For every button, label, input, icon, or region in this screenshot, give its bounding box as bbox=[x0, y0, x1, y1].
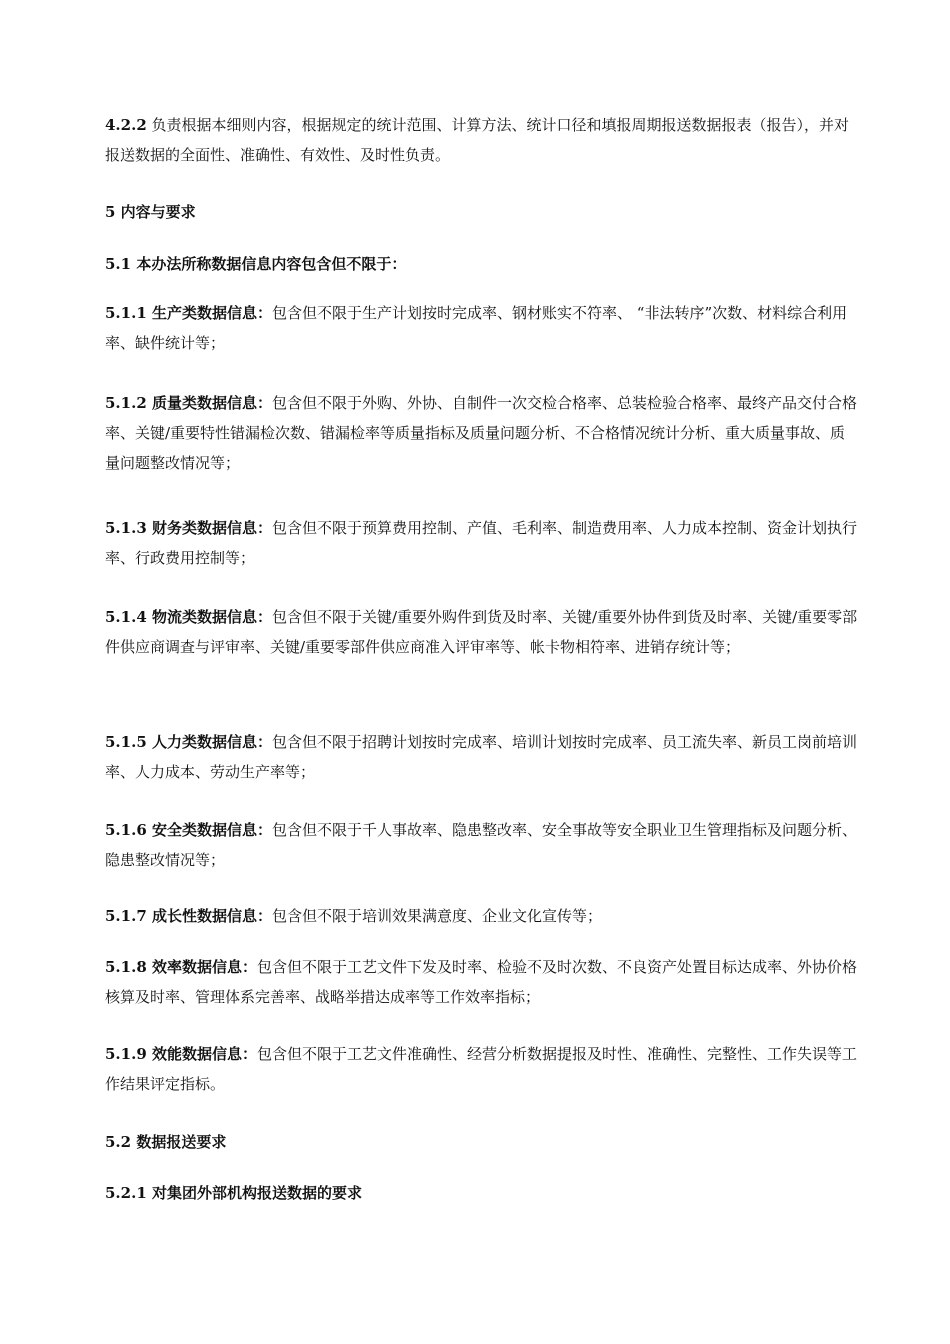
section-title: 效率数据信息： bbox=[146, 958, 257, 976]
section-title: 本办法所称数据信息内容包含但不限于： bbox=[131, 255, 407, 273]
section-number: 5.1.6 bbox=[105, 821, 147, 839]
paragraph-text: 包含但不限于工艺文件下发及时率、检验不及时次数、不良资产处置目标达成率、外协价格核算及时率、管理体系完善率、战略举措达成率等工作效率指标； bbox=[105, 958, 858, 1006]
section-title: 对集团外部机构报送数据的要求 bbox=[146, 1184, 362, 1202]
heading-5-2-1 bbox=[105, 1178, 860, 1208]
paragraph-text: 包含但不限于工艺文件准确性、经营分析数据提报及时性、准确性、完整性、工作失误等工作结果评定指标。 bbox=[105, 1045, 858, 1093]
section-number: 5.2.1 bbox=[105, 1184, 147, 1202]
section-number: 5.1.4 bbox=[105, 608, 147, 626]
paragraph-5-1-7 bbox=[105, 901, 860, 931]
paragraph-text: 负责根据本细则内容，根据规定的统计范围、计算方法、统计口径和填报周期报送数据报表（报告），并对报送数据的全面性、准确性、有效性、及时性负责。 bbox=[105, 116, 850, 164]
paragraph-5-1-9 bbox=[105, 1039, 860, 1099]
heading-5 bbox=[105, 197, 860, 227]
section-title: 安全类数据信息： bbox=[146, 821, 272, 839]
section-number: 5.1.1 bbox=[105, 304, 147, 322]
section-number: 5.1.7 bbox=[105, 907, 147, 925]
section-number: 5.1 bbox=[105, 255, 132, 273]
section-title: 成长性数据信息： bbox=[146, 907, 272, 925]
section-number: 5.2 bbox=[105, 1133, 132, 1151]
section-title: 人力类数据信息： bbox=[146, 733, 272, 751]
section-number: 5.1.5 bbox=[105, 733, 147, 751]
section-title: 数据报送要求 bbox=[131, 1133, 227, 1151]
paragraph-5-1-1 bbox=[105, 298, 860, 358]
paragraph-text: 包含但不限于预算费用控制、产值、毛利率、制造费用率、人力成本控制、资金计划执行率、行政费用控制等； bbox=[105, 519, 858, 567]
section-title: 物流类数据信息： bbox=[146, 608, 272, 626]
paragraph-text: 包含但不限于关键/重要外购件到货及时率、关键/重要外协件到货及时率、关键/重要零部件供应商调查与评审率、关键/重要零部件供应商准入评审率等、帐卡物相符率、进销存统计等； bbox=[105, 608, 858, 656]
section-number: 4.2.2 bbox=[105, 116, 147, 134]
paragraph-5-1-2 bbox=[105, 388, 860, 478]
section-number: 5.1.8 bbox=[105, 958, 147, 976]
section-title: 生产类数据信息： bbox=[146, 304, 272, 322]
paragraph-5-1-5 bbox=[105, 727, 860, 787]
paragraph-text: 包含但不限于外购、外协、自制件一次交检合格率、总装检验合格率、最终产品交付合格率、关键/重要特性错漏检次数、错漏检率等质量指标及质量问题分析、不合格情况统计分析、重大质量事故、质量问题整改情况等； bbox=[105, 394, 858, 472]
heading-5-2 bbox=[105, 1127, 860, 1157]
paragraph-5-1-3 bbox=[105, 513, 860, 573]
section-number: 5.1.2 bbox=[105, 394, 147, 412]
paragraph-text: 包含但不限于千人事故率、隐患整改率、安全事故等安全职业卫生管理指标及问题分析、隐患整改情况等； bbox=[105, 821, 858, 869]
paragraph-5-1-4 bbox=[105, 602, 860, 662]
section-title: 内容与要求 bbox=[115, 203, 196, 221]
section-number: 5.1.3 bbox=[105, 519, 147, 537]
paragraph-5-1-6 bbox=[105, 815, 860, 875]
heading-5-1 bbox=[105, 249, 860, 279]
section-number: 5.1.9 bbox=[105, 1045, 147, 1063]
section-title: 质量类数据信息： bbox=[146, 394, 272, 412]
section-number: 5 bbox=[105, 203, 116, 221]
paragraph-text: 包含但不限于招聘计划按时完成率、培训计划按时完成率、员工流失率、新员工岗前培训率、人力成本、劳动生产率等； bbox=[105, 733, 858, 781]
paragraph-5-1-8 bbox=[105, 952, 860, 1012]
section-title: 效能数据信息： bbox=[146, 1045, 257, 1063]
paragraph-4-2-2 bbox=[105, 110, 860, 170]
paragraph-text: 包含但不限于培训效果满意度、企业文化宣传等； bbox=[272, 907, 603, 925]
section-title: 财务类数据信息： bbox=[146, 519, 272, 537]
paragraph-text: 包含但不限于生产计划按时完成率、钢材账实不符率、 “非法转序”次数、材料综合利用率、缺件统计等； bbox=[105, 304, 848, 352]
